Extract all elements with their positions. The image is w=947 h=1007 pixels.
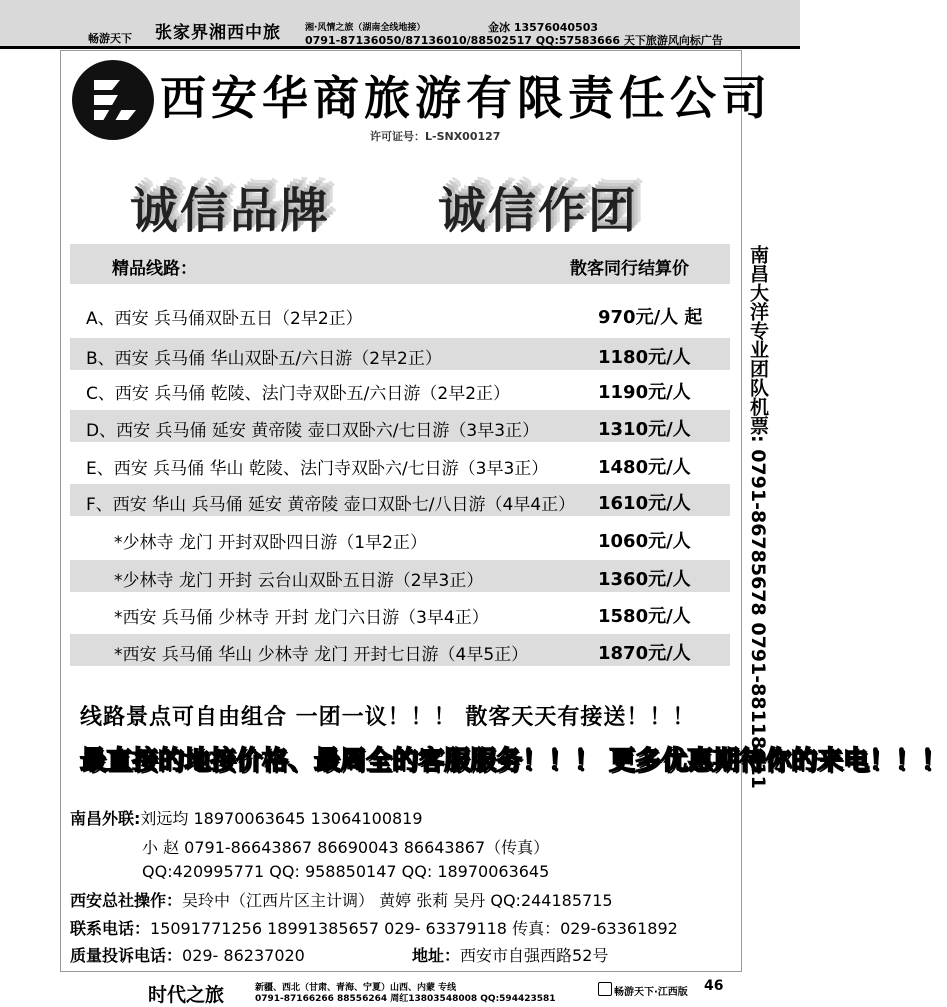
route-name: *西安 兵马俑 华山 少林寺 龙门 开封七日游（4早5正） [114,645,529,665]
footer-title: 时代之旅 [148,984,225,1006]
slogan-right: 诚信作团 [438,183,639,239]
routes-heading: 精品线路： [112,259,197,279]
footer-line-2: 0791-87166266 88556264 周红13803548008 QQ:594423581 [255,994,556,1004]
hq-value: 吴玲中（江西片区主计调） 黄婷 张莉 吴丹 QQ:244185715 [182,891,613,910]
route-price: 1870元/人 [598,643,691,664]
hq-contact [70,888,613,911]
route-price: 1360元/人 [598,569,691,590]
table-row [70,597,730,629]
footer-line-1: 新疆、西北（甘肃、青海、宁夏）山西、内蒙 专线 [255,983,457,993]
route-price: 1580元/人 [598,606,691,627]
nanchang-contact [70,806,423,829]
route-price: 1190元/人 [598,382,691,403]
route-name: D、西安 兵马俑 延安 黄帝陵 壶口双卧六/七日游（3早3正） [86,421,540,441]
phone-contact [70,916,678,939]
license-number: 许可证号：L-SNX00127 [370,130,501,143]
company-logo-icon [72,60,154,140]
route-price: 970元/人 起 [598,307,703,328]
promo-line-2: 最直接的地接价格、最周全的客服服务！！！ 更多优惠期待你的来电！！！ [80,746,947,776]
table-row [70,410,730,442]
route-price: 1480元/人 [598,457,691,478]
promo-line-1: 线路景点可自由组合 一团一议！！！ 散客天天有接送！！！ [80,705,696,730]
route-name: *少林寺 龙门 开封 云台山双卧五日游（2早3正） [114,571,484,591]
magazine-logo-icon [598,982,612,996]
route-price: 1180元/人 [598,347,691,368]
address [412,943,608,966]
table-row [70,448,730,480]
table-row [70,522,730,554]
route-name: *少林寺 龙门 开封双卧四日游（1早2正） [114,533,427,553]
route-name: A、西安 兵马俑双卧五日（2早2正） [86,309,363,329]
zhao-contact: 小 赵 0791-86643867 86690043 86643867（传真） [142,838,550,857]
route-name: C、西安 兵马俑 乾陵、法门寺双卧五/六日游（2早2正） [86,384,511,404]
header-subtitle: 湘·风情之旅（湖南全线地接） [305,23,426,33]
table-row [70,338,730,370]
route-name: E、西安 兵马俑 华山 乾陵、法门寺双卧六/七日游（3早3正） [86,459,549,479]
price-heading: 散客同行结算价 [570,259,689,279]
route-price: 1060元/人 [598,531,691,552]
table-row [70,560,730,592]
phone-label: 联系电话： [70,919,151,938]
route-price: 1610元/人 [598,493,691,514]
table-row [70,484,730,516]
header-contact: 金冰 13576040503 [488,21,599,34]
complaint-contact [70,943,305,966]
page-number: 46 [704,978,724,994]
route-price: 1310元/人 [598,419,691,440]
company-name: 西安华商旅游有限责任公司 [160,71,772,125]
table-row [70,373,730,405]
complaint-label: 质量投诉电话： [70,946,183,965]
address-value: 西安市自强西路52号 [460,946,609,965]
table-row [70,634,730,666]
route-name: *西安 兵马俑 少林寺 开封 龙门六日游（3早4正） [114,608,489,628]
table-row [70,298,730,330]
header-phones: 0791-87136050/87136010/88502517 QQ:57583666 天下旅游风向标广告 [305,34,723,47]
phone-value: 15091771256 18991385657 029- 63379118 传真：029-63361892 [150,919,678,938]
complaint-value: 029- 86237020 [182,946,305,965]
hq-label: 西安总社操作： [70,891,183,910]
header-brand: 畅游天下 [88,32,132,45]
side-banner: 南昌大洋专业团队机票: 0791-86785678 0791-88118811 [747,245,769,789]
qq-contacts: QQ:420995771 QQ: 958850147 QQ: 18970063645 [142,862,550,881]
magazine-name: 畅游天下·江西版 [614,987,688,998]
nanchang-label: 南昌外联: [70,809,141,828]
nanchang-value: 刘远均 18970063645 13064100819 [140,809,423,828]
route-name: F、西安 华山 兵马俑 延安 黄帝陵 壶口双卧七/八日游（4早4正） [86,495,576,515]
header-title: 张家界湘西中旅 [155,23,281,43]
address-label: 地址： [412,946,461,965]
slogan-left: 诚信品牌 [130,183,331,239]
route-name: B、西安 兵马俑 华山双卧五/六日游（2早2正） [86,349,442,369]
slogan-banner [120,150,680,240]
